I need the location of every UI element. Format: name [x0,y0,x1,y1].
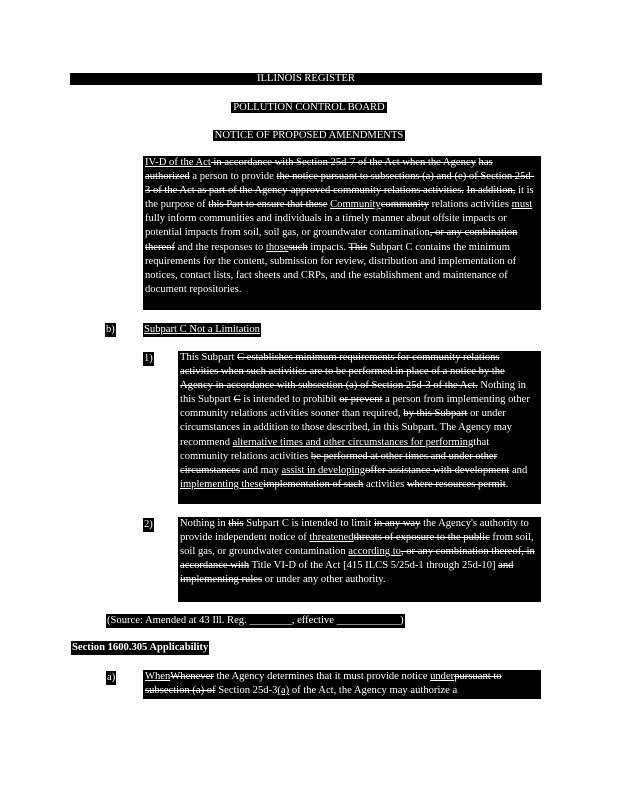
source-note: (Source: Amended at 43 Ill. Reg. ________, effective ____________) [106,614,405,628]
item-a-label: a) [106,671,116,685]
intro-paragraph: IV-D of the Act in accordance with Section 25d-7 of the Act when the Agency has authorized a person to provide the notice pursuant to subsections (a) and (e) of Section 25d-3 of the Act as part of the Agency-approved community relations activities. In addition, it is the purpose of this Part to ensure that these Communitycommunity relations activities must fully inform communities and individuals in a timely manner about offsite impacts or potential impacts from soil, soil gas, or groundwater contamination, or any combination thereof and the responses to thosesuch impacts. This Subpart C contains the minimum requirements for the content, submission for review, distribution and implementation of notices, contact lists, fact sheets and CRPs, and the establishment and maintenance of document repositories. [143,156,541,310]
item-b1-paragraph: This Subpart C establishes minimum requirements for community relations activities when such activities are to be performed in place of a notice by the Agency in accordance with subsection (a) of Section 25d-3 of the Act. Nothing in this Subpart C is intended to prohibit or prevent a person from implementing other community relations activities sooner than required, by this Subpart or under circumstances in addition to those described, in this Subpart. The Agency may recommend alternative times and other circumstances for performingthat community relations activities be performed at other times and under other circumstances and may assist in developingoffer assistance with development and implementing theseimplementation of such activities where resources permit. [178,351,541,504]
notice-header: NOTICE OF PROPOSED AMENDMENTS [214,130,404,141]
item-b2-label: 2) [143,518,154,532]
item-b2-paragraph: Nothing in this Subpart C is intended to limit in any way the Agency's authority to provide independent notice of threatenedthreats of exposure to the public from soil, soil gas, or groundwater contamination according to, or any combination thereof, in accordance with Title VI-D of the Act [415 ILCS 5/25d-1 through 25d-10] and implementing rules or under any other authority. [178,517,541,602]
item-b1-label: 1) [143,352,154,366]
item-a-paragraph: WhenWhenever the Agency determines that it must provide notice underpursuant to subsection (a) of Section 25d-3(a) of the Act, the Agency may authorize a [143,670,541,699]
section-title: Section 1600.305 Applicability [71,641,209,655]
board-header: POLLUTION CONTROL BOARD [233,102,385,113]
register-header: ILLINOIS REGISTER [70,73,542,85]
item-b-label: b) [105,323,116,337]
item-b-heading: Subpart C Not a Limitation [143,323,261,337]
